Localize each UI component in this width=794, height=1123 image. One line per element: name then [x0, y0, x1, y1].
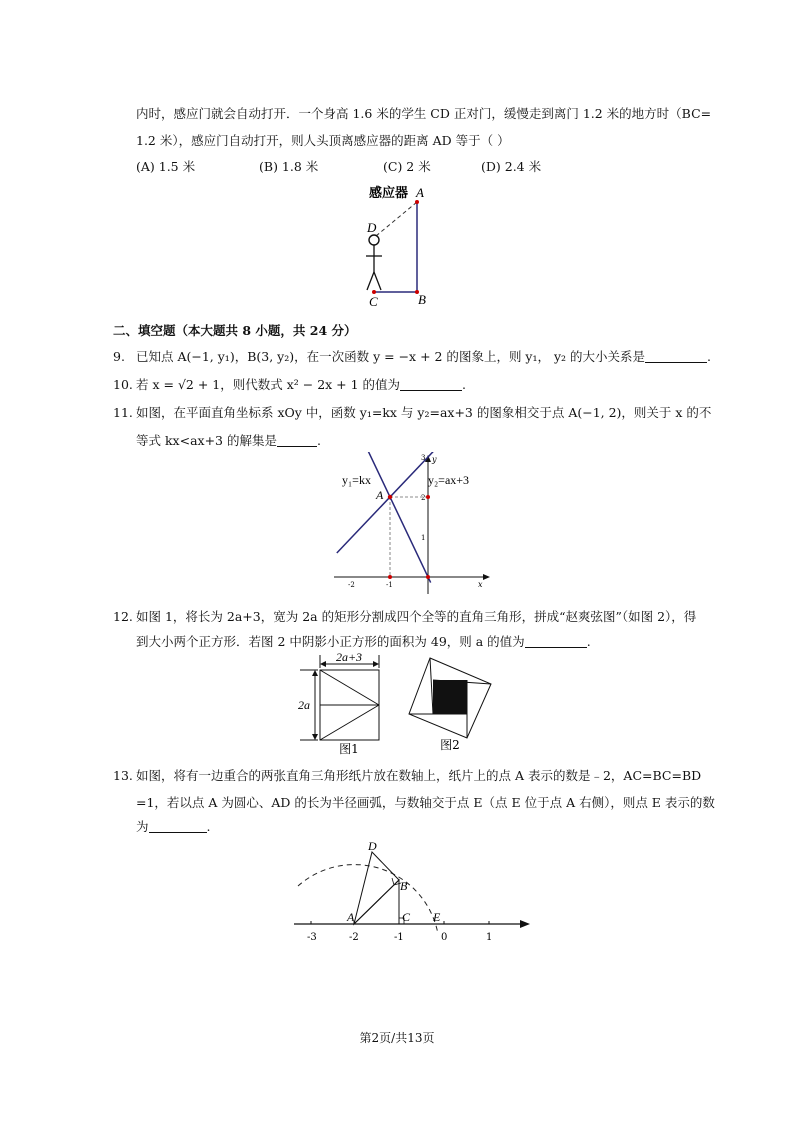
tick-label-neg1: -1	[394, 932, 404, 943]
point-a-label: A	[416, 185, 424, 200]
q9-answer-blank[interactable]	[645, 350, 707, 363]
q8-door-figure	[360, 180, 440, 310]
tick-label-1: 1	[486, 932, 493, 943]
y-tick-label: 3	[421, 454, 426, 462]
point-b-label: B	[418, 292, 426, 307]
q8-line1: 内时，感应门就会自动打开．一个身高 1.6 米的学生 CD 正对门，缓慢走到离门 1.2 米的地方时（BC=	[136, 106, 712, 121]
q12-line2: 到大小两个正方形．若图 2 中阴影小正方形的面积为 49，则 a 的值为 .	[136, 634, 591, 649]
width-label: 2a+3	[335, 650, 363, 664]
q12-answer-blank[interactable]	[525, 635, 587, 648]
point-origin	[426, 575, 430, 579]
q13-line2: =1，若以点 A 为圆心、AD 的长为半径画弧，与数轴交于点 E（点 E 位于点 A 右侧），则点 E 表示的数	[136, 795, 715, 810]
q13-number: 13.	[113, 768, 133, 783]
shaded-small-square	[433, 680, 467, 714]
figure-1-caption: 图1	[339, 742, 359, 755]
figure-2-caption: 图2	[440, 738, 460, 752]
q11-line1: 如图，在平面直角坐标系 xOy 中，函数 y₁=kx 与 y₂=ax+3 的图象相交于点 A(−1, 2)，则关于 x 的不	[136, 405, 712, 420]
x-axis-arrowhead	[483, 574, 490, 580]
tick-label-0: 0	[441, 932, 448, 943]
sight-line	[376, 202, 417, 236]
q11-line2: 等式 kx<ax+3 的解集是 .	[136, 433, 321, 448]
x-tick-label: -1	[386, 581, 393, 589]
series-y2-line	[337, 452, 434, 553]
triangle-abd	[354, 852, 399, 924]
point-neg1-on-x	[388, 575, 392, 579]
q8-option-c: (C) 2 米	[383, 159, 431, 174]
q8-option-b: (B) 1.8 米	[259, 159, 319, 174]
label-b: B	[400, 879, 408, 893]
q13-line1: 如图，将有一边重合的两张直角三角形纸片放在数轴上，纸片上的点 A 表示的数是﹣2，AC=BC=BD	[136, 768, 702, 783]
q10-answer-blank[interactable]	[400, 378, 462, 391]
q12-line1: 如图 1，将长为 2a+3，宽为 2a 的矩形分割成四个全等的直角三角形，拼成“赵爽弦图”（如图 2），得	[136, 609, 697, 624]
q11-answer-blank[interactable]	[277, 434, 317, 447]
q13-number-line-figure	[290, 834, 535, 946]
height-arrowhead-top	[312, 670, 318, 676]
x-axis-label: x	[478, 580, 483, 589]
q13-line3: 为 .	[136, 819, 211, 834]
width-arrowhead-left	[320, 661, 326, 667]
point-a-label: A	[376, 488, 384, 502]
y-axis-label: y	[432, 455, 437, 464]
y-tick-label: 1	[421, 534, 426, 542]
diagonal-bottom	[320, 705, 379, 740]
label-c: C	[402, 910, 411, 924]
y-tick-label: 2	[421, 494, 426, 502]
point-c-label: C	[369, 294, 378, 309]
q12-figure-2	[405, 652, 500, 754]
q10-number: 10.	[113, 377, 133, 392]
q9-number: 9.	[113, 349, 125, 364]
label-a: A	[347, 910, 355, 924]
person-leg-left	[367, 272, 374, 290]
q12-figure-1	[296, 650, 396, 755]
tick-label-neg3: -3	[307, 932, 317, 943]
label-e: E	[433, 910, 441, 924]
q11-number: 11.	[113, 405, 133, 420]
point-a	[388, 495, 392, 499]
q12-number: 12.	[113, 609, 133, 624]
label-d: D	[368, 839, 377, 853]
diagonal-top	[320, 670, 379, 705]
section-2-heading: 二、填空题（本大题共 8 小题，共 24 分）	[113, 323, 357, 338]
sensor-label: 感应器	[369, 185, 409, 200]
series-y1-line	[365, 452, 430, 583]
x-tick-label: -2	[348, 581, 355, 589]
q9-text: 已知点 A(−1, y₁)，B(3, y₂)，在一次函数 y = −x + 2 的图象上，则 y₁， y₂ 的大小关系是 .	[136, 349, 711, 364]
inner-line-1	[430, 658, 433, 714]
q8-option-a: (A) 1.5 米	[136, 159, 196, 174]
q13-answer-blank[interactable]	[149, 820, 207, 833]
point-2-on-y	[426, 495, 430, 499]
point-a-dot	[415, 200, 419, 204]
person-head	[369, 235, 379, 245]
q11-function-chart	[330, 452, 500, 597]
height-label: 2a	[298, 698, 310, 712]
q8-line2: 1.2 米），感应门自动打开，则人头顶离感应器的距离 AD 等于（ ）	[136, 133, 510, 148]
height-arrowhead-bottom	[312, 734, 318, 740]
tick-label-neg2: -2	[349, 932, 359, 943]
axis-arrowhead	[520, 920, 530, 928]
q8-option-d: (D) 2.4 米	[481, 159, 542, 174]
page-footer: 第2页/共13页	[359, 1031, 435, 1045]
person-leg-right	[374, 272, 381, 290]
series-y1-label: y₁=kx	[342, 473, 371, 487]
width-arrowhead-right	[373, 661, 379, 667]
series-y2-label: y₂=ax+3	[428, 473, 470, 487]
point-d-label: D	[367, 220, 377, 235]
q10-text: 若 x = √2 + 1，则代数式 x² − 2x + 1 的值为 .	[136, 377, 467, 392]
